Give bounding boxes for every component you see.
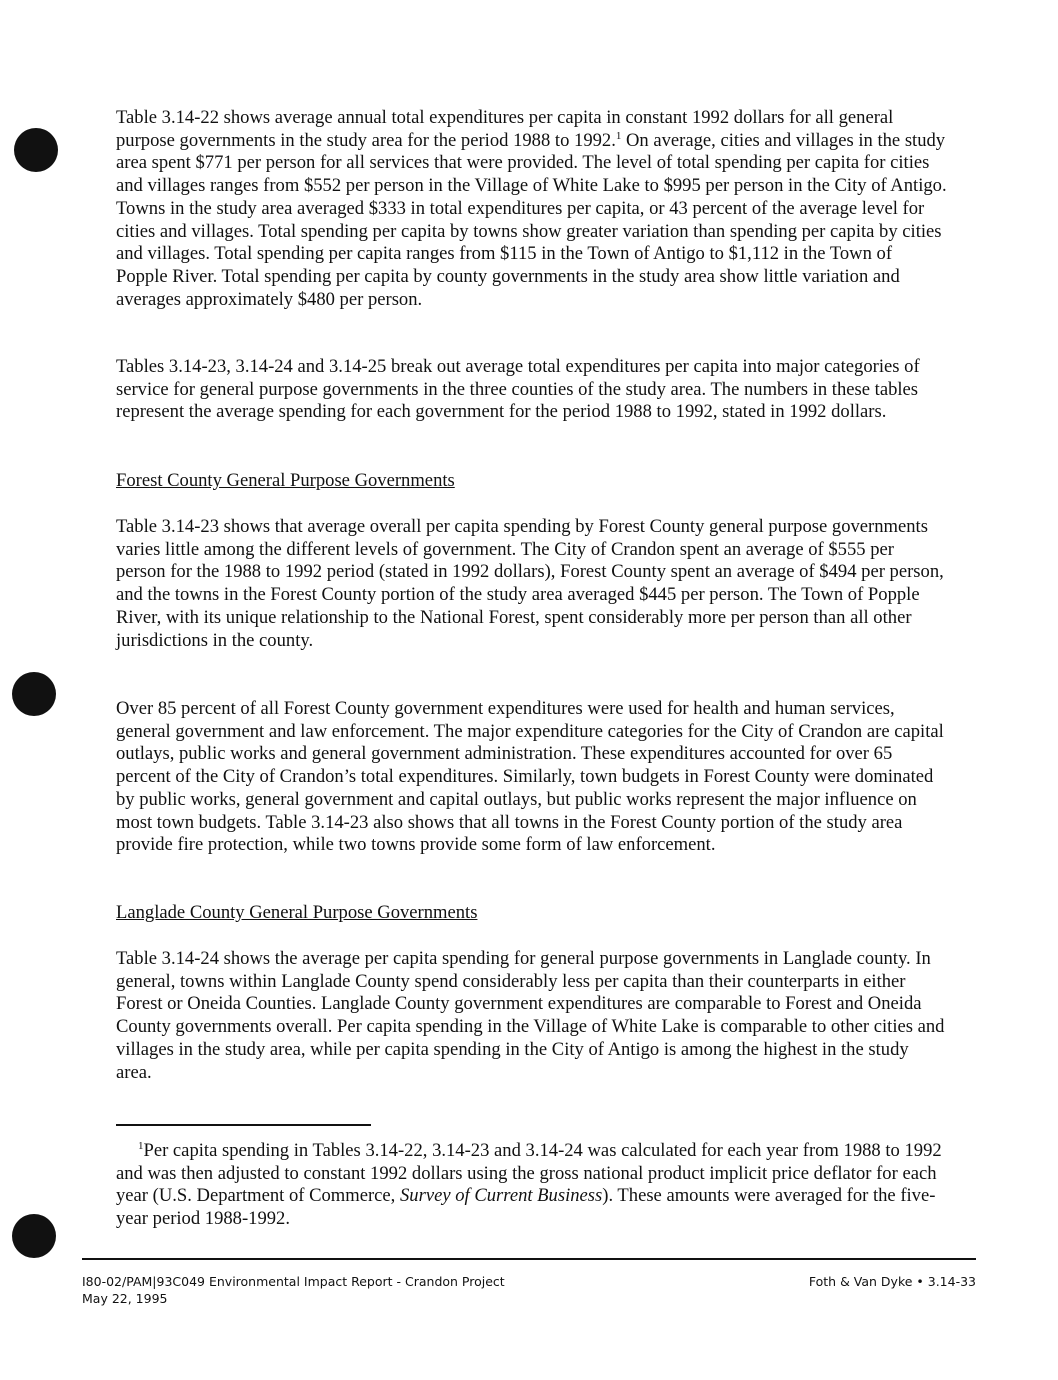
footer-rule (82, 1258, 976, 1260)
paragraph-text: Table 3.14-22 shows average annual total expenditures per capita in constant 1992 dollars for all general purpose governments in the study area for the period 1988 to 1992. (116, 107, 894, 151)
paragraph-forest-expenditures: Over 85 percent of all Forest County government expenditures were used for health and human services, general government and law enforcement. The major expenditure categories for the City of Crandon are capital outlays, public works and general government administration. These expenditures accounted for over 65 percent of the City of Crandon’s total expenditures. Similarly, town budgets in Forest County were dominated by public works, general government and capital outlays, but public works represent the major influence on most town budgets. Table 3.14-23 also shows that all towns in the Forest County portion of the study area provide fire protection, while two towns provide some form of law enforcement. (116, 698, 944, 856)
footer-document-id: I80-02/PAM|93C049 Environmental Impact Report - Crandon Project (82, 1274, 505, 1289)
binder-hole-bottom (12, 1214, 56, 1258)
footnote-text: ). These amounts were averaged for the five-year period 1988-1992. (116, 1185, 936, 1230)
section-heading-forest-county: Forest County General Purpose Governments (116, 470, 455, 491)
footer-page-number: Foth & Van Dyke • 3.14-33 (808, 1274, 976, 1289)
binder-hole-middle (12, 672, 56, 716)
paragraph-table-3-14-22 (116, 107, 948, 311)
binder-hole-top (14, 128, 58, 172)
footer-date: May 22, 1995 (82, 1291, 168, 1306)
footnote-separator (116, 1124, 371, 1126)
paragraph-text: On average, cities and villages in the study area spent $771 per person for all services that were provided. The level of total spending per capita for cities and villages ranges from $552 per person in the Village of White Lake to $995 per person in the City of Antigo. Towns in the study area averaged $333 in total expenditures per capita, or 43 percent of the average level for cities and villages. Total spending per capita by towns show greater variation than spending per capita by cities and villages. Total spending per capita ranges from $115 in the Town of Antigo to $1,112 in the Town of Popple River. Total spending per capita by county governments in the study area show little variation and averages approximately $480 per person. (116, 129, 947, 310)
paragraph-tables-breakout: Tables 3.14-23, 3.14-24 and 3.14-25 break out average total expenditures per capita into major categories of service for general purpose governments in the three counties of the study area. The numbers in these tables represent the average spending for each government for the period 1988 to 1992, stated in 1992 dollars. (116, 356, 920, 423)
section-heading-langlade-county: Langlade County General Purpose Governments (116, 902, 478, 923)
footnote (116, 1140, 948, 1231)
footnote-reference: 1 (615, 129, 622, 142)
footnote-text: Per capita spending in Tables 3.14-22, 3.14-23 and 3.14-24 was calculated for each year from 1988 to 1992 and was then adjusted to constant 1992 dollars using the gross national product implicit price deflator for each year (U.S. Department of Commerce, (116, 1140, 942, 1207)
footer-left (82, 1273, 505, 1307)
paragraph-langlade-spending: Table 3.14-24 shows the average per capita spending for general purpose governments in Langlade county. In general, towns within Langlade County spend considerably less per capita than their counterparts in either Forest or Oneida Counties. Langlade County government expenditures are comparable to Forest and Oneida County governments overall. Per capita spending in the Village of White Lake is comparable to other cities and villages in the study area, while per capita spending in the City of Antigo is among the highest in the study area. (116, 948, 945, 1083)
footnote-publication-title: Survey of Current Business (399, 1185, 603, 1207)
paragraph-forest-spending: Table 3.14-23 shows that average overall per capita spending by Forest County general purpose governments varies little among the different levels of government. The City of Crandon spent an average of $555 per person for the 1988 to 1992 period (stated in 1992 dollars), Forest County spent an average of $494 per person, and the towns in the Forest County portion of the study area averaged $445 per person. The Town of Popple River, with its unique relationship to the National Forest, spent considerably more per person than all other jurisdictions in the county. (116, 516, 944, 651)
footnote-mark: 1 (138, 1139, 144, 1152)
